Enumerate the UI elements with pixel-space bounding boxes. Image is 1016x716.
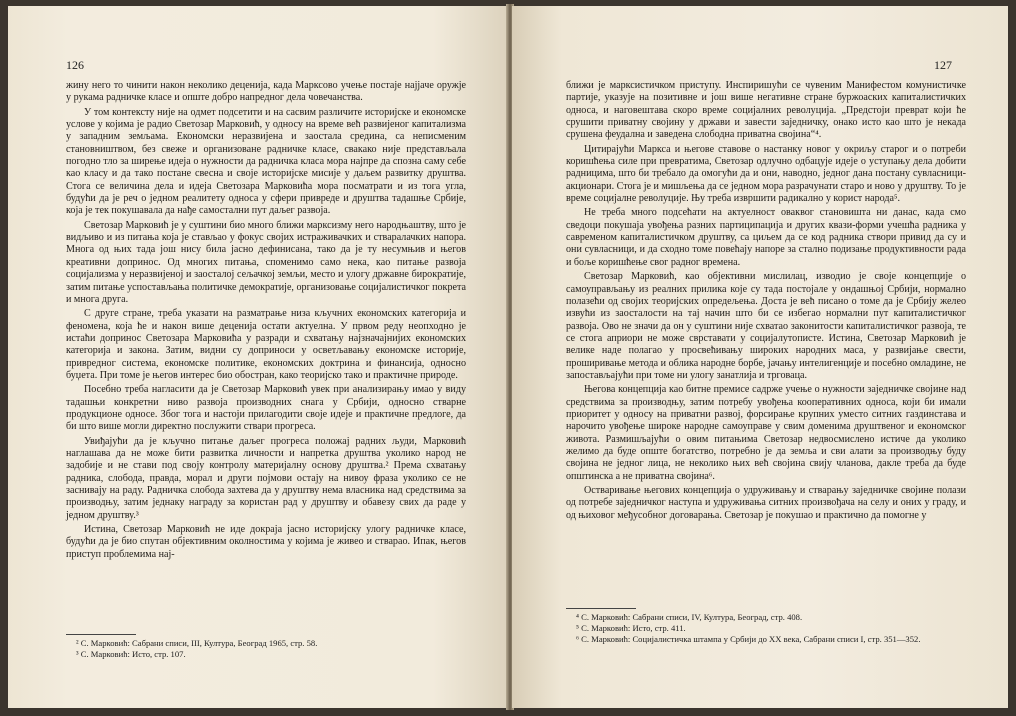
paragraph: жину него то чинити након неколико деценија, када Марксово учење постаје најјаче оружје у рукама радничке класе и опште добро напредног дела човечанства. [66, 80, 466, 104]
footnote: ³ С. Марковић: Исто, стр. 107. [76, 649, 186, 659]
page-body [566, 80, 966, 522]
page-number: 127 [934, 58, 952, 72]
paragraph: Увиђајући да је кључно питање даљег прогреса положај радних људи, Марковић наглашава да не може бити развитка личности и напретка друштва уколико народ не задобије и не стави под своју контролу материјалну основу друштва.² Према схватању радника, слобода, правда, морал и други појмови остају на нивоу фраза уколико се не засниваjу на раду. Радничка слобода захтева да у друштву нема власника над средствима за производњу, затим једнаку награду за користан рад у друштву и обавезу свих да раде у једном друштву.³ [66, 435, 466, 521]
footnotes [66, 638, 466, 660]
footnote: ⁴ С. Марковић: Сабрани списи, IV, Култура, Београд, стр. 408. [576, 612, 803, 622]
paragraph: ближи је марксистичком приступу. Инспиришући се чувеним Манифестом комунистичке партије, указује на позитивне и још више негативне стране буржоаских капиталистичких односа, и наговештава скоро време социјалних револуција. „Предстоји преврат који ће срушити приватну својину у држави и завести заједничку, онако исто као што је некада срушена феудална и заведена слободна приватна својина“⁴. [566, 80, 966, 141]
page-body [66, 80, 466, 561]
paragraph: С друге стране, треба указати на разматрање низа кључних економских категорија и феномена, која ће и након више деценија остати актуелна. У првом реду неопходно је истаћи допринос Светозара Марковића у разради и схватању најзначајнијих економских категорија и закона. Затим, видни су доприноси у осветљавању економске историје, привредног система, економске политике, економских доктрина и финансија, односно буџета. При томе је његов интерес био обостран, како теоријско тако и практичне природе. [66, 308, 466, 381]
paragraph: Истина, Светозар Марковић не иде докраја јасно историјску улогу радничке класе, будући да је био спутан објективним околностима у којима је живео и стварао. Ипак, његов приступ проблемима нај- [66, 524, 466, 560]
paragraph: У том контексту није на одмет подсетити и на сасвим различите историјске и економске услове у којима је радио Светозар Марковић, у односу на време већ развијеног капитализма у западним земљама. Економски неразвијена и заостала средина, са неписменим становништвом, без свеже и организоване радничке класе, свакако није представљала погодно тло за ширење идеја о нужности да радничка класа мора најпре да спозна саму себе као класу и да тако постане свесна и своје историјске мисије у даљем развитку друштва. Стога се величина дела и идеја Светозара Марковића мора посматрати и из тога угла, будући да је реч о једном реалитету односа у сфери привреде и друштва тадашње Србије, која је тек покушавала да нађе самостални пут даљег развоја. [66, 106, 466, 217]
paragraph: Остваривање његових концепција о удруживању и стварању заједничке својине полази од потребе заједничког наступа и удруживања ситних произвођача на селу и оних у граду, и од њиховог међусобног договарања. Светозар је покушао и практично да помогне у [566, 485, 966, 521]
left-page [8, 6, 508, 708]
footnotes [566, 612, 966, 645]
footnote: ⁵ С. Марковић: Исто, стр. 411. [576, 623, 686, 633]
footnote-rule [566, 608, 636, 609]
page-number: 126 [66, 58, 84, 72]
right-page [512, 6, 1008, 708]
paragraph: Не треба много подсећати на актуелност оваквог становишта ни данас, када смо сведоци покушаја увођења разних партиципација и других квази-форми учешћа радника у савременом капиталистичком друштву, са циљем да се код радника створи привид да су и они сувласници, и да сходно томе повећају напоре за стално подизање продуктивности рада и боље коришћење свог радног времена. [566, 207, 966, 268]
paragraph: Цитирајући Маркса и његове ставове о настанку новог у окриљу старог и о потреби коришћења силе при превратима, Светозар одлучно одбацује идеје о уступању дела добити радницима, што би требало да омогући да и они, наводно, једног дана постану сувласници-акционари. Стога је и мишљења да се једном мора разрачунати старо и ново у друштву. То је време социјалне револуције. Њу треба извршити радикално у корист народа⁵. [566, 143, 966, 205]
paragraph: Посебно треба нагласити да је Светозар Марковић увек при анализирању имао у виду тадашњи конкретни ниво развоја производних снага у Србији, односно стварне продукционе односе. Због тога и настоји прилагодити своје идеје и практичне предлоге, да би што више могли директно послужити ствари прогреса. [66, 384, 466, 433]
paragraph: Светозар Марковић је у суштини био много ближи марксизму него народњаштву, што је видљиво и из питања која је стављао у фокус својих истраживачких и стваралачких напора. Многа од њих тада још нису била јасно дефинисана, тако да је ту несумњив и његов креативни допринос. Од многих питања, споменимо само нека, као питање развоја социјализма у неразвијеној и заосталој сељачкој земљи, место и улогу државне бирократије, затим питање успостављања политичке демократије, организовање социјалистичког покрета и многа друга. [66, 219, 466, 305]
footnote: ⁶ С. Марковић: Социјалистичка штампа у Србији до XX века, Сабрани списи I, стр. 351—352. [576, 634, 921, 644]
footnote-rule [66, 634, 136, 635]
paragraph: Светозар Марковић, као објективни мислилац, изводио је своје концепције о самоуправљању из реалних прилика које су тада постојале у ондашњој Србији, нормално полазећи од својих теоријских опредељења. Доста је већ писано о томе да је Србију желео извући из заосталости на тај начин што би се избегао нормални пут капиталистичког развоја. Ово не значи да он у суштини није схватао законитости капиталистичког развоја, те се стога априори не може сврставати у социјалутописте. Истина, Светозар Марковић је велике наде полагао у просвећивању широких народних маса, у развијање свести, проширивање метода и облика народне борбе, јачању интелигенције и посебно омладине, не запостављајући при томе ни улогу занатлија и трговаца. [566, 271, 966, 381]
footnote: ² С. Марковић: Сабрани списи, III, Култура, Београд 1965, стр. 58. [76, 638, 318, 648]
paragraph: Његова концепција као битне премисе садрже учење о нужности заједничке својине над средствима за производњу, затим потребу увођења кооперативних односа, који би имали приоритет у односу на приватни развој, форсирање крупних уместо ситних газдинстава и нарочито увођење широке народне самоуправе у свим доменима друштвеног и економског живота. Размишљајући о овим питањима Светозар недвосмислено истиче да уколико желимо да буде опште богатство, потребно је да земља и сви алати за производњу буду својина не једног лица, не неколико њих већ својина свију чланова, дакле треба да буде општинска а не приватна својина⁶. [566, 384, 966, 482]
